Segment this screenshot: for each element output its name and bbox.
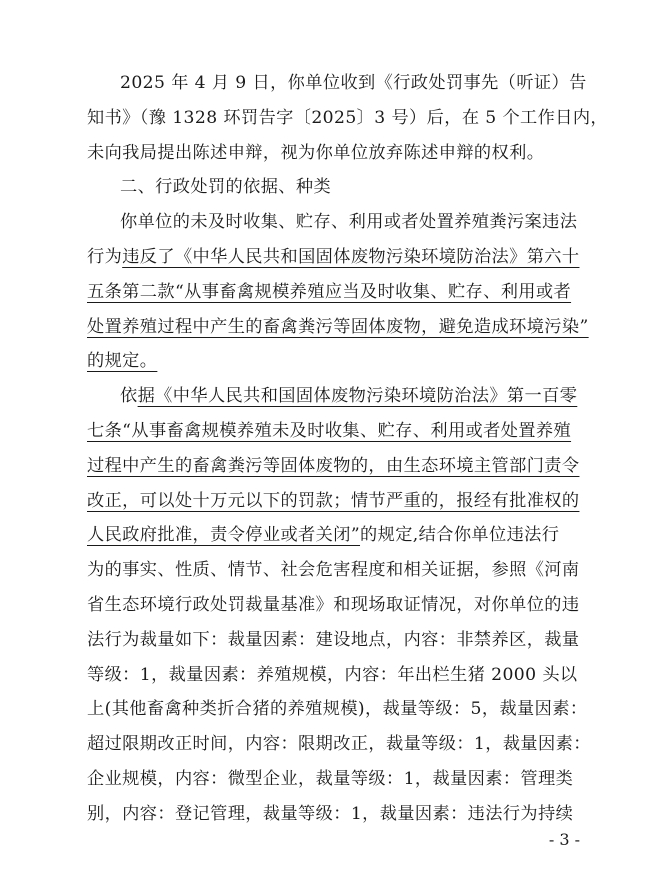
text-line bbox=[87, 518, 575, 553]
text-segment: 上(其他畜禽种类折合猪的养殖规模)，裁量等级：5，裁量因素： bbox=[87, 699, 588, 720]
text-line bbox=[87, 797, 575, 832]
text-line bbox=[87, 310, 589, 345]
underlined-text-segment: 违反了《中华人民共和国固体废物污染环境防治法》第六十 bbox=[122, 246, 580, 267]
text-line bbox=[87, 101, 608, 136]
text-line bbox=[87, 623, 580, 658]
text-segment: 企业规模，内容：微型企业，裁量等级：1，裁量因素：管理类 bbox=[87, 768, 574, 789]
text-line bbox=[87, 553, 580, 588]
text-segment: 的规定,结合你单位违法行 bbox=[360, 525, 560, 546]
underlined-text-segment: 人民政府批准，责令停业或者关闭” bbox=[87, 525, 361, 546]
underlined-text-segment: 七条“从事畜禽规模养殖未及时收集、贮存、利用或者处置养殖 bbox=[87, 420, 572, 441]
text-segment: 行为 bbox=[87, 246, 123, 267]
text-segment: 等级：1，裁量因素：养殖规模，内容：年出栏生猪 2000 头以 bbox=[87, 664, 578, 685]
underlined-text-segment: 改正，可以处十万元以下的罚款；情节严重的，报经有批准权的 bbox=[87, 490, 580, 511]
section-heading bbox=[87, 170, 575, 205]
text-line bbox=[87, 275, 575, 310]
page-number: - 3 - bbox=[548, 830, 580, 849]
text-line bbox=[87, 414, 575, 449]
text-segment: 知书》（豫 1328 环罚告字〔2025〕3 号）后，在 5 个工作日内， bbox=[87, 107, 608, 128]
underlined-text-segment: 的规定。 bbox=[87, 351, 158, 372]
text-segment: 法行为裁量如下：裁量因素：建设地点，内容：非禁养区，裁量 bbox=[87, 629, 580, 650]
text-line bbox=[87, 692, 588, 727]
text-segment: 超过限期改正时间，内容：限期改正，裁量等级：1，裁量因素： bbox=[87, 734, 591, 755]
text-line bbox=[87, 762, 575, 797]
underlined-text-segment: 过程中产生的畜禽粪污等固体废物的，由生态环境主管部门责令 bbox=[87, 455, 580, 476]
text-segment: 别，内容：登记管理，裁量等级：1，裁量因素：违法行为持续 bbox=[87, 803, 574, 824]
text-line bbox=[87, 727, 591, 762]
underlined-text-segment: 据《中华人民共和国固体废物污染环境防治法》第一百零 bbox=[137, 386, 578, 407]
text-line bbox=[87, 205, 578, 240]
text-segment: 你单位的未及时收集、贮存、利用或者处置养殖粪污案违法 bbox=[120, 212, 578, 233]
text-segment: 二、行政处罚的依据、种类 bbox=[120, 177, 332, 198]
text-line bbox=[87, 484, 580, 519]
document-body bbox=[87, 66, 608, 832]
text-segment: 为的事实、性质、情节、社会危害程度和相关证据，参照《河南 bbox=[87, 560, 580, 581]
text-line bbox=[87, 449, 580, 484]
text-segment: 2025 年 4 月 9 日，你单位收到《行政处罚事先（听证）告 bbox=[120, 73, 587, 93]
underlined-text-segment: 处置养殖过程中产生的畜禽粪污等固体废物，避免造成环境污染” bbox=[87, 316, 589, 337]
text-line bbox=[87, 344, 575, 379]
text-segment: 依 bbox=[120, 386, 138, 407]
text-line bbox=[87, 588, 580, 623]
text-line bbox=[87, 379, 578, 414]
text-segment: 省生态环境行政处罚裁量基准》和现场取证情况，对你单位的违 bbox=[87, 594, 580, 615]
underlined-text-segment: 五条第二款“从事畜禽规模养殖应当及时收集、贮存、利用或者 bbox=[87, 281, 572, 302]
text-line bbox=[87, 240, 580, 275]
text-line bbox=[87, 136, 575, 171]
text-line bbox=[87, 658, 578, 693]
text-segment: 未向我局提出陈述申辩，视为你单位放弃陈述申辩的权利。 bbox=[87, 142, 545, 163]
text-line bbox=[87, 66, 587, 101]
